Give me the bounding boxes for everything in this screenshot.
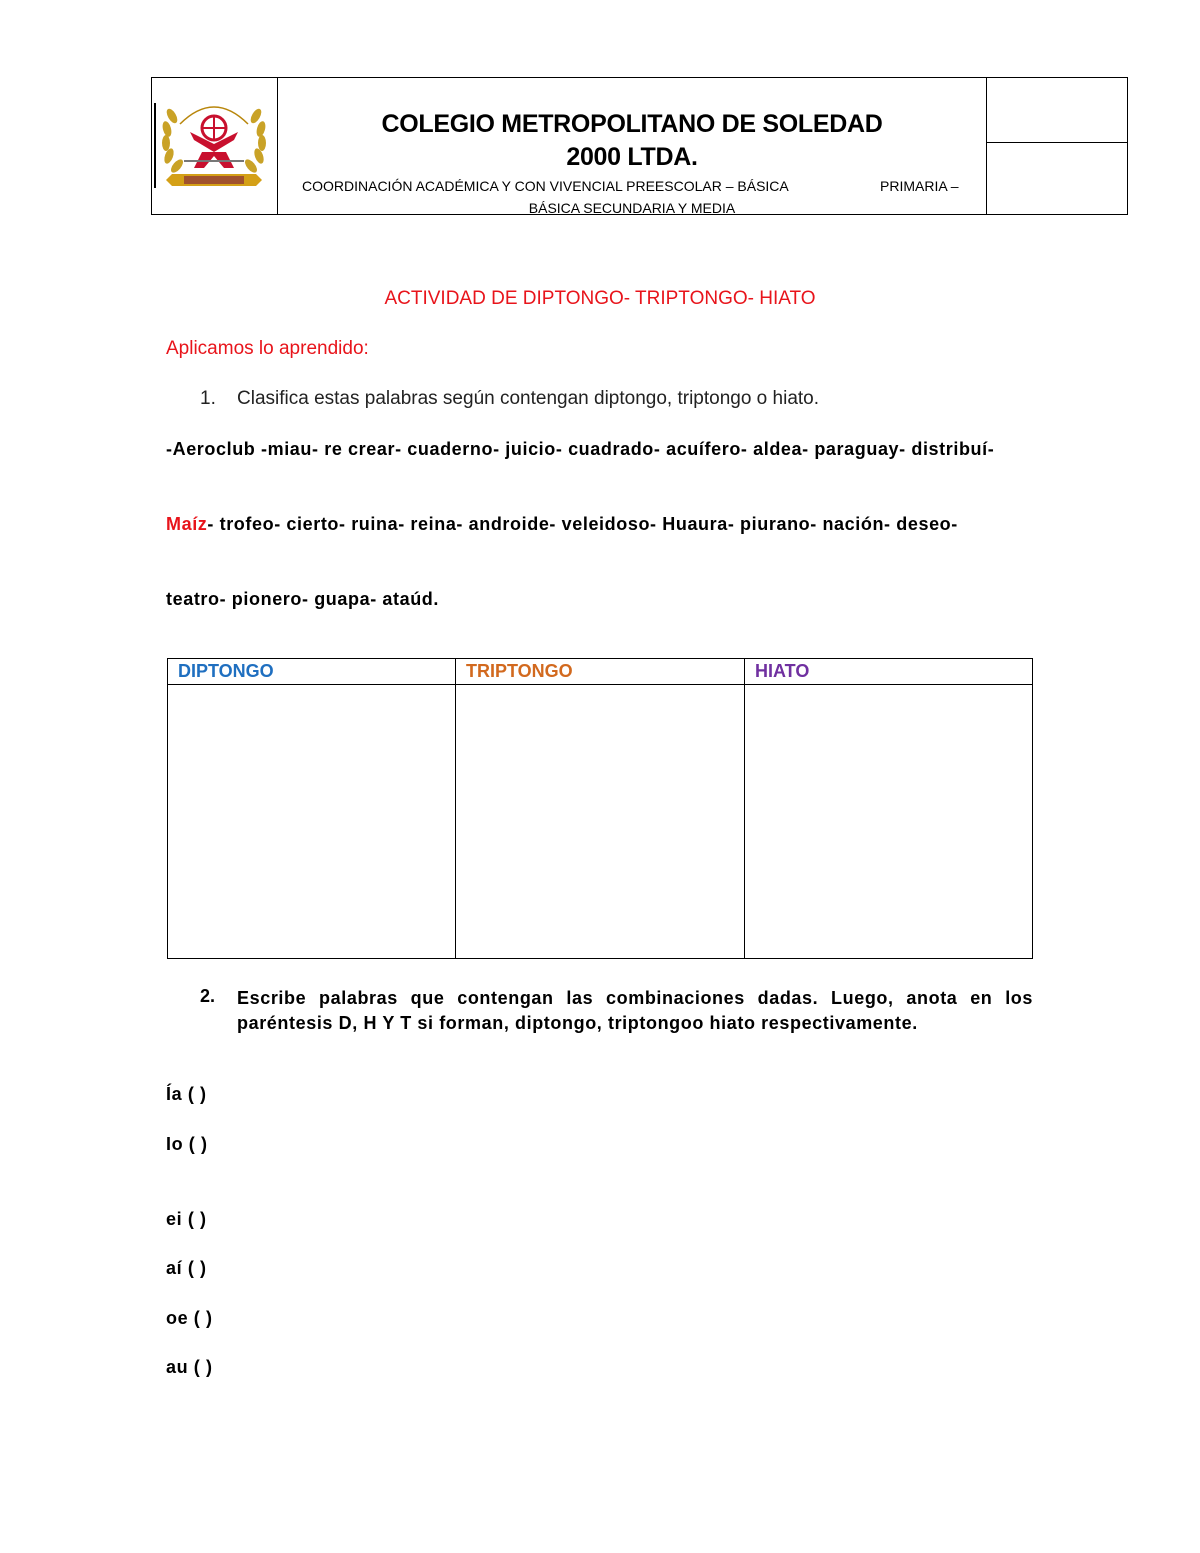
combination-item: oe ( ) [166, 1308, 213, 1328]
column-header-diptongo: DIPTONGO [178, 661, 274, 681]
classification-table [167, 658, 1033, 959]
activity-intro: Aplicamos lo aprendido: [166, 338, 369, 359]
coordination-text: COORDINACIÓN ACADÉMICA Y CON VIVENCIAL PREESCOLAR – BÁSICA [302, 178, 789, 194]
header-divider [986, 142, 1128, 143]
column-header-hiato: HIATO [755, 661, 810, 681]
school-crest-logo [158, 96, 270, 188]
header-table [151, 77, 1128, 215]
item2-number: 2. [200, 986, 216, 1006]
activity-title: ACTIVIDAD DE DIPTONGO- TRIPTONGO- HIATO [384, 288, 816, 309]
word-list-text: - trofeo- cierto- ruina- reina- androide- veleidoso- Huaura- piurano- nación- deseo- [207, 514, 958, 534]
word-list-line: -Aeroclub -miau- re crear- cuaderno- juicio- cuadrado- acuífero- aldea- paraguay- distribuí- [166, 439, 995, 459]
item2-instruction: Escribe palabras que contengan las combinaciones dadas. Luego, anota en los paréntesis D, H Y T si forman, diptongo, triptongoo hiato respectivamente. [237, 988, 1033, 1033]
combination-item: Ía ( ) [166, 1084, 207, 1104]
table-column-divider [455, 659, 456, 958]
combination-item: au ( ) [166, 1357, 213, 1377]
school-name-line2: 2000 LTDA. [566, 143, 698, 171]
word-list-line [166, 512, 1034, 537]
item1-number: 1. [200, 388, 216, 409]
word-list-line: teatro- pionero- guapa- ataúd. [166, 589, 440, 609]
header-divider [986, 78, 987, 214]
school-name-line1: COLEGIO METROPOLITANO DE SOLEDAD [381, 110, 883, 138]
combination-item: aí ( ) [166, 1258, 207, 1278]
header-left-border [154, 103, 156, 188]
column-header-triptongo: TRIPTONGO [466, 661, 573, 681]
combination-item: Io ( ) [166, 1134, 208, 1154]
combination-item: ei ( ) [166, 1209, 207, 1229]
table-column-divider [744, 659, 745, 958]
table-header-divider [168, 684, 1032, 685]
item1-instruction: Clasifica estas palabras según contengan diptongo, triptongo o hiato. [237, 388, 820, 409]
highlighted-word: Maíz [166, 514, 208, 534]
school-name [278, 108, 986, 174]
coordination-text-line2: BÁSICA SECUNDARIA Y MEDIA [528, 200, 736, 216]
coordination-text-continued: PRIMARIA – [880, 178, 959, 194]
